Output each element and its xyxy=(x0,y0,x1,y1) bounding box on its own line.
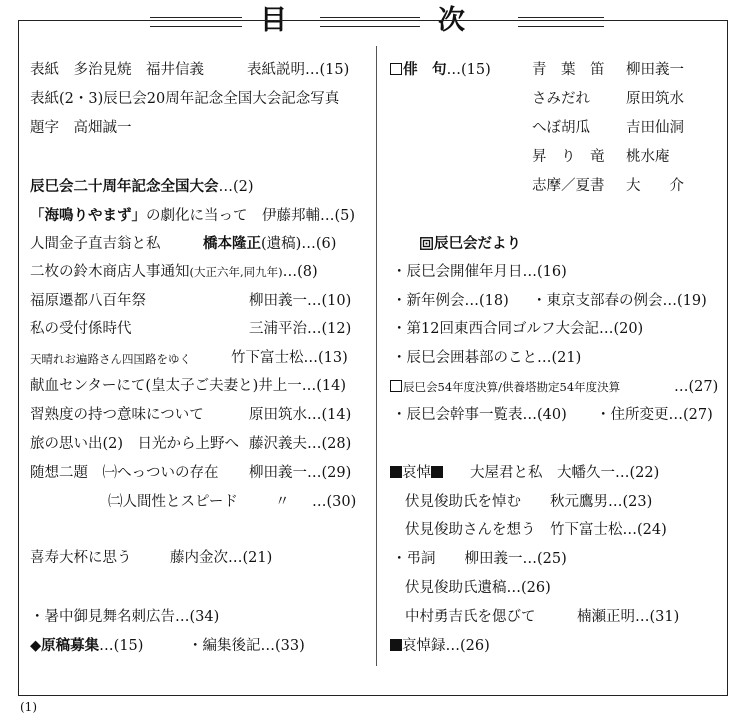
entry-dayori-title: 辰巳会だより xyxy=(420,235,521,253)
entry-uketsuke: 私の受付係時代 xyxy=(30,321,132,337)
entry-kessan: 辰巳会54年度決算/供養塔勘定54年度決算 xyxy=(390,378,620,396)
entry-fukuhara: 福原遷都八百年祭 xyxy=(30,293,146,309)
entry-kaneko-author: 橋本隆正(遺稿)…(6) xyxy=(203,236,337,252)
entry-henshu: ・編集後記…(33) xyxy=(188,638,305,654)
umi-title: 「海鳴りやまず」 xyxy=(30,208,146,224)
entry-tabi: 旅の思い出(2) 日光から上野へ xyxy=(30,436,240,452)
filled-square-icon xyxy=(390,639,402,651)
entry-haiku: 俳 句…(15) xyxy=(390,61,491,79)
haiku-theme-1: 青 葉 笛 xyxy=(532,62,605,78)
haiku-theme-4: 昇 り 竜 xyxy=(532,149,605,165)
entry-suzuki: 二枚の鈴木商店人事通知(大正六年,同九年)…(8) xyxy=(30,264,318,280)
filled-square-icon xyxy=(431,466,443,478)
entry-aito-2: 伏見俊助氏を悼む 秋元鷹男…(23) xyxy=(405,494,653,510)
haiku-theme-3: へぼ胡瓜 xyxy=(532,120,590,136)
entry-shochu: ・暑中御見舞名刺広告…(34) xyxy=(30,609,220,625)
entry-ohenro-author: 竹下富士松…(13) xyxy=(231,350,348,366)
square-outline-icon xyxy=(390,380,402,392)
entry-dayori-1: ・辰巳会開催年月日…(16) xyxy=(392,264,567,280)
entry-anniversary: 辰巳会二十周年記念全国大会…(2) xyxy=(30,179,254,195)
entry-cover2: 表紙(2・3)辰巳会20周年記念全国大会記念写真 xyxy=(30,91,340,107)
entry-aito-1: 大屋君と私 大幡久一…(22) xyxy=(470,465,660,481)
square-outline-icon xyxy=(390,63,402,75)
entry-iko: 伏見俊助氏遺稿…(26) xyxy=(405,580,551,596)
entry-kenketsu: 献血センターにて(皇太子ご夫妻と)井上一…(14) xyxy=(30,378,346,394)
entry-aitoroku: 哀悼録…(26) xyxy=(390,637,490,655)
entry-cover-desc: 表紙説明…(15) xyxy=(247,62,350,78)
entry-nakamura: 中村勇吉氏を偲びて xyxy=(405,609,536,625)
entry-uketsuke-author: 三浦平治…(12) xyxy=(249,321,352,337)
entry-aito: 哀悼 xyxy=(390,464,443,482)
entry-dayori-2b: ・東京支部春の例会…(19) xyxy=(532,293,707,309)
entry-ohenro: 天晴れお遍路さん四国路をゆく xyxy=(30,352,191,366)
entry-genko: ◆原稿募集…(15) xyxy=(30,638,144,654)
entry-kaneko: 人間金子直吉翁と私 xyxy=(30,236,161,252)
entry-zuiso2: ㈡人間性とスピード xyxy=(108,494,238,510)
title-char-2: 次 xyxy=(432,5,471,37)
haiku-author-3: 吉田仙洞 xyxy=(626,120,684,136)
entry-umi: 「海鳴りやまず」の劇化に当って 伊藤邦輔…(5) xyxy=(30,208,356,224)
haiku-author-1: 柳田義一 xyxy=(626,62,684,78)
entry-kanji: ・辰巳会幹事一覧表…(40) xyxy=(392,407,567,423)
entry-shujuku-author: 原田筑水…(14) xyxy=(249,407,352,423)
entry-jusho: ・住所変更…(27) xyxy=(596,407,713,423)
entry-fukuhara-author: 柳田義一…(10) xyxy=(249,293,352,309)
entry-tabi-author: 藤沢義夫…(28) xyxy=(249,436,352,452)
haiku-author-4: 桃水庵 xyxy=(626,149,670,165)
haiku-author-5: 大 介 xyxy=(626,178,684,194)
haiku-theme-5: 志摩／夏書 xyxy=(532,178,605,194)
entry-dayori-3: ・第12回東西合同ゴルフ大会記…(20) xyxy=(392,321,644,337)
entry-cover: 表紙 多治見焼 福井信義 xyxy=(30,62,204,78)
column-divider xyxy=(376,46,377,666)
entry-zuiso1: 随想二題 ㈠へっついの存在 xyxy=(30,465,219,481)
entry-nakamura-author: 楠瀬正明…(31) xyxy=(577,609,680,625)
entry-choji: ・弔詞 柳田義一…(25) xyxy=(392,551,567,567)
entry-daiji: 題字 高畑誠一 xyxy=(30,120,132,136)
anniversary-title: 辰巳会二十周年記念全国大会 xyxy=(30,179,219,195)
title-char-1: 目 xyxy=(254,5,293,37)
entry-shujuku: 習熟度の持つ意味について xyxy=(30,407,204,423)
filled-square-icon xyxy=(390,466,402,478)
entry-zuiso2-page: …(30) xyxy=(312,494,357,510)
entry-kiju: 喜寿大杯に思う xyxy=(30,550,132,566)
haiku-author-2: 原田筑水 xyxy=(626,91,684,107)
entry-dayori-4: ・辰巳会囲碁部のこと…(21) xyxy=(392,350,582,366)
haiku-theme-2: さみだれ xyxy=(532,91,590,107)
entry-zuiso1-author: 柳田義一…(29) xyxy=(249,465,352,481)
entry-zuiso2-ditto: 〃 xyxy=(275,494,290,510)
entry-kessan-page: …(27) xyxy=(674,379,719,395)
page-number: (1) xyxy=(20,700,37,714)
entry-aito-3: 伏見俊助さんを想う 竹下富士松…(24) xyxy=(405,522,667,538)
entry-dayori-2a: ・新年例会…(18) xyxy=(392,293,509,309)
entry-kiju-author: 藤内金次…(21) xyxy=(170,550,273,566)
spiral-emblem-icon xyxy=(420,237,433,250)
